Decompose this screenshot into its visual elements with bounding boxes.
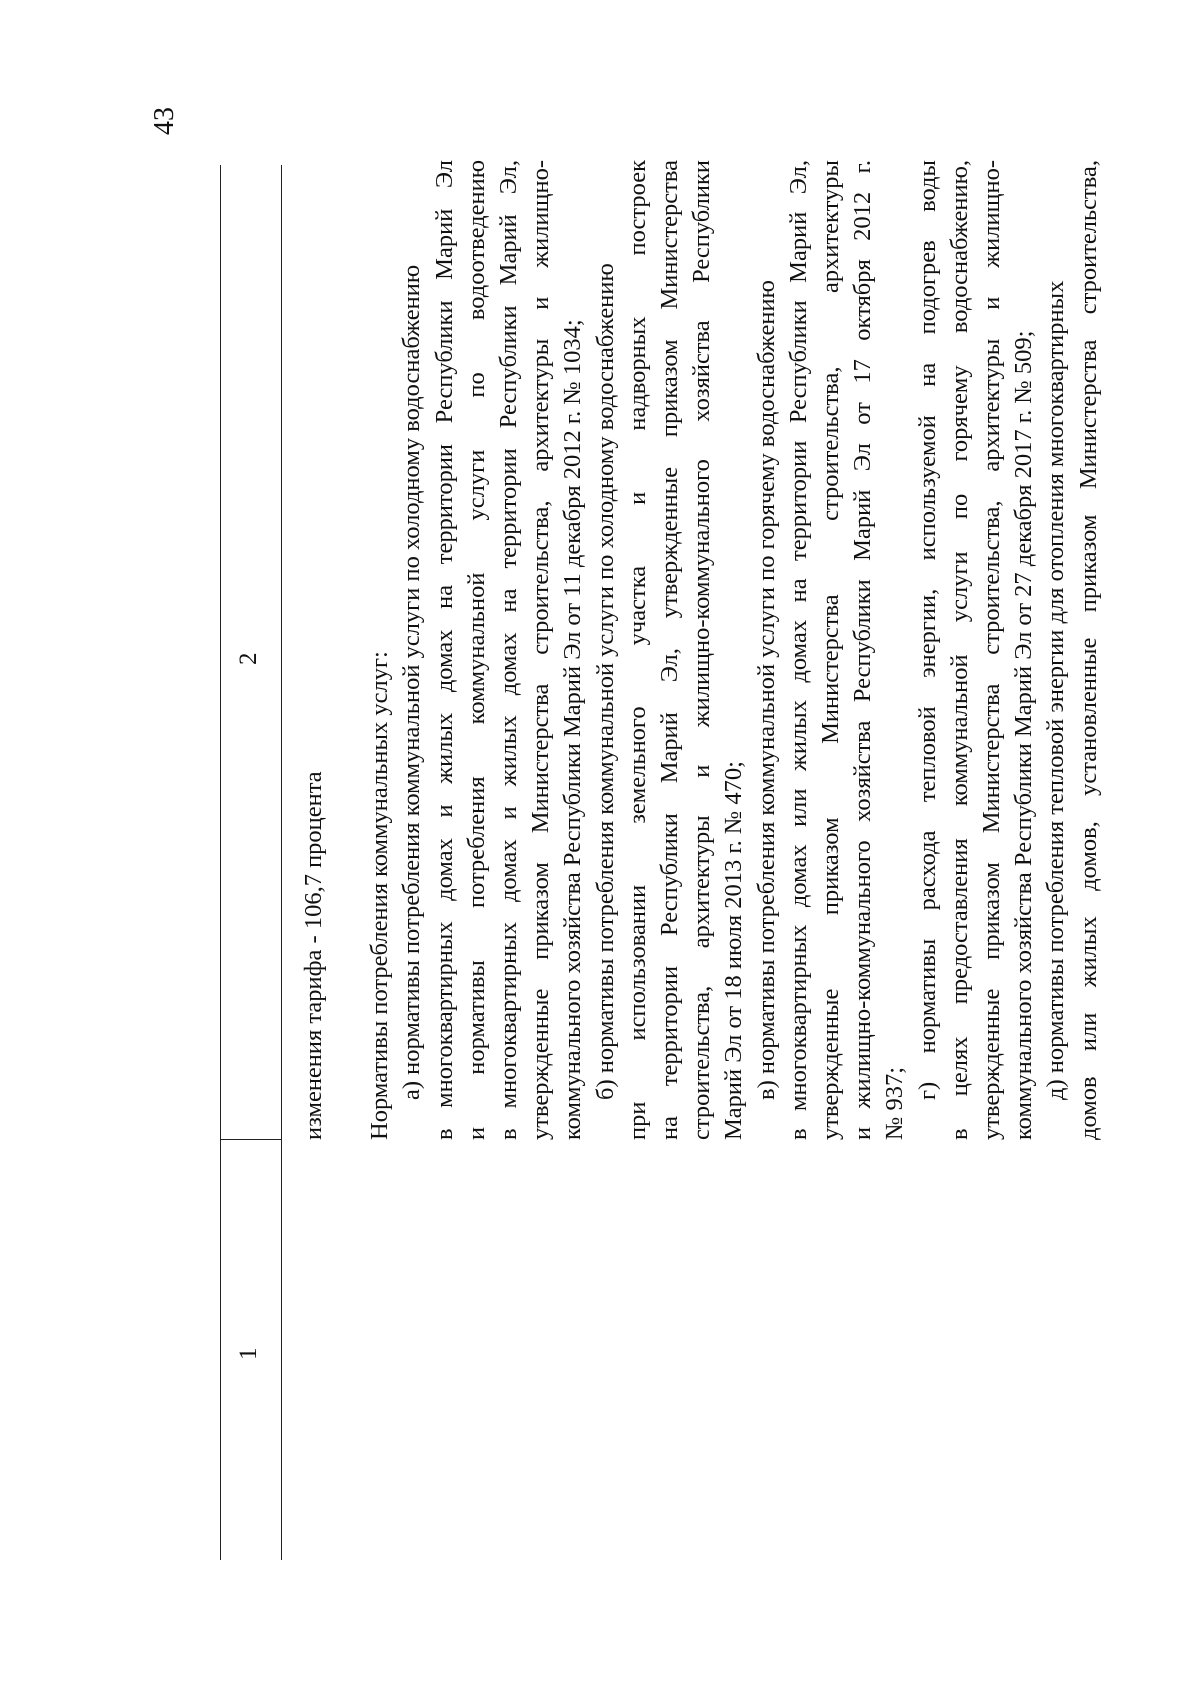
text-line: коммунального хозяйства Республики Марий Эл от 27 декабря 2017 г. № 509; bbox=[1010, 330, 1038, 1140]
table-header-row bbox=[220, 165, 282, 1560]
text-line: строительства, архитектуры и жилищно-коммунального хозяйства Республики bbox=[688, 160, 716, 1140]
text-line: д) нормативы потребления тепловой энергии для отопления многоквартирных bbox=[1042, 280, 1070, 1100]
column-2-text bbox=[298, 160, 1105, 1140]
tariff-line: изменения тарифа - 106,7 процента bbox=[300, 771, 327, 1140]
text-line: домов или жилых домов, установленные приказом Министерства строительства, bbox=[1074, 160, 1102, 1140]
text-line: в многоквартирных домах и жилых домах на территории Республики Марий Эл bbox=[430, 160, 458, 1140]
column-2-header: 2 bbox=[235, 652, 262, 665]
text-line: в) нормативы потребления коммунальной услуги по горячему водоснабжению bbox=[752, 280, 780, 1100]
text-line: утвержденные приказом Министерства строительства, архитектуры bbox=[817, 160, 845, 1140]
rotated-document-page bbox=[149, 30, 1102, 1560]
column-1-header: 1 bbox=[235, 1347, 262, 1360]
text-line: № 937; bbox=[881, 1066, 909, 1140]
page-number: 43 bbox=[149, 107, 180, 135]
column-divider bbox=[221, 1139, 281, 1140]
text-line: коммунального хозяйства Республики Марий Эл от 11 декабря 2012 г. № 1034; bbox=[559, 319, 587, 1140]
document-table bbox=[220, 160, 1102, 1560]
text-line: в многоквартирных домах и жилых домах на территории Республики Марий Эл, bbox=[495, 160, 523, 1140]
text-line: г) нормативы расхода тепловой энергии, используемой на подогрев воды bbox=[913, 160, 941, 1100]
text-line: утвержденные приказом Министерства строительства, архитектуры и жилищно- bbox=[527, 160, 555, 1140]
text-line: а) нормативы потребления коммунальной услуги по холодному водоснабжению bbox=[398, 264, 426, 1100]
text-line: Марий Эл от 18 июля 2013 г. № 470; bbox=[720, 761, 748, 1140]
text-line: в целях предоставления коммунальной услуги по горячему водоснабжению, bbox=[945, 160, 973, 1140]
text-line: на территории Республики Марий Эл, утвержденные приказом Министерства bbox=[656, 160, 684, 1140]
text-line: и нормативы потребления коммунальной услуги по водоотведению bbox=[462, 160, 490, 1140]
text-line: при использовании земельного участка и надворных построек bbox=[623, 160, 651, 1140]
text-line: б) нормативы потребления коммунальной услуги по холодному водоснабжению bbox=[591, 263, 619, 1100]
section-heading: Нормативы потребления коммунальных услуг: bbox=[366, 651, 394, 1140]
text-line: и жилищно-коммунального хозяйства Республики Марий Эл от 17 октября 2012 г. bbox=[849, 160, 877, 1140]
text-line: утвержденные приказом Министерства строительства, архитектуры и жилищно- bbox=[978, 160, 1006, 1140]
text-line: в многоквартирных домах или жилых домах на территории Республики Марий Эл, bbox=[784, 160, 812, 1140]
